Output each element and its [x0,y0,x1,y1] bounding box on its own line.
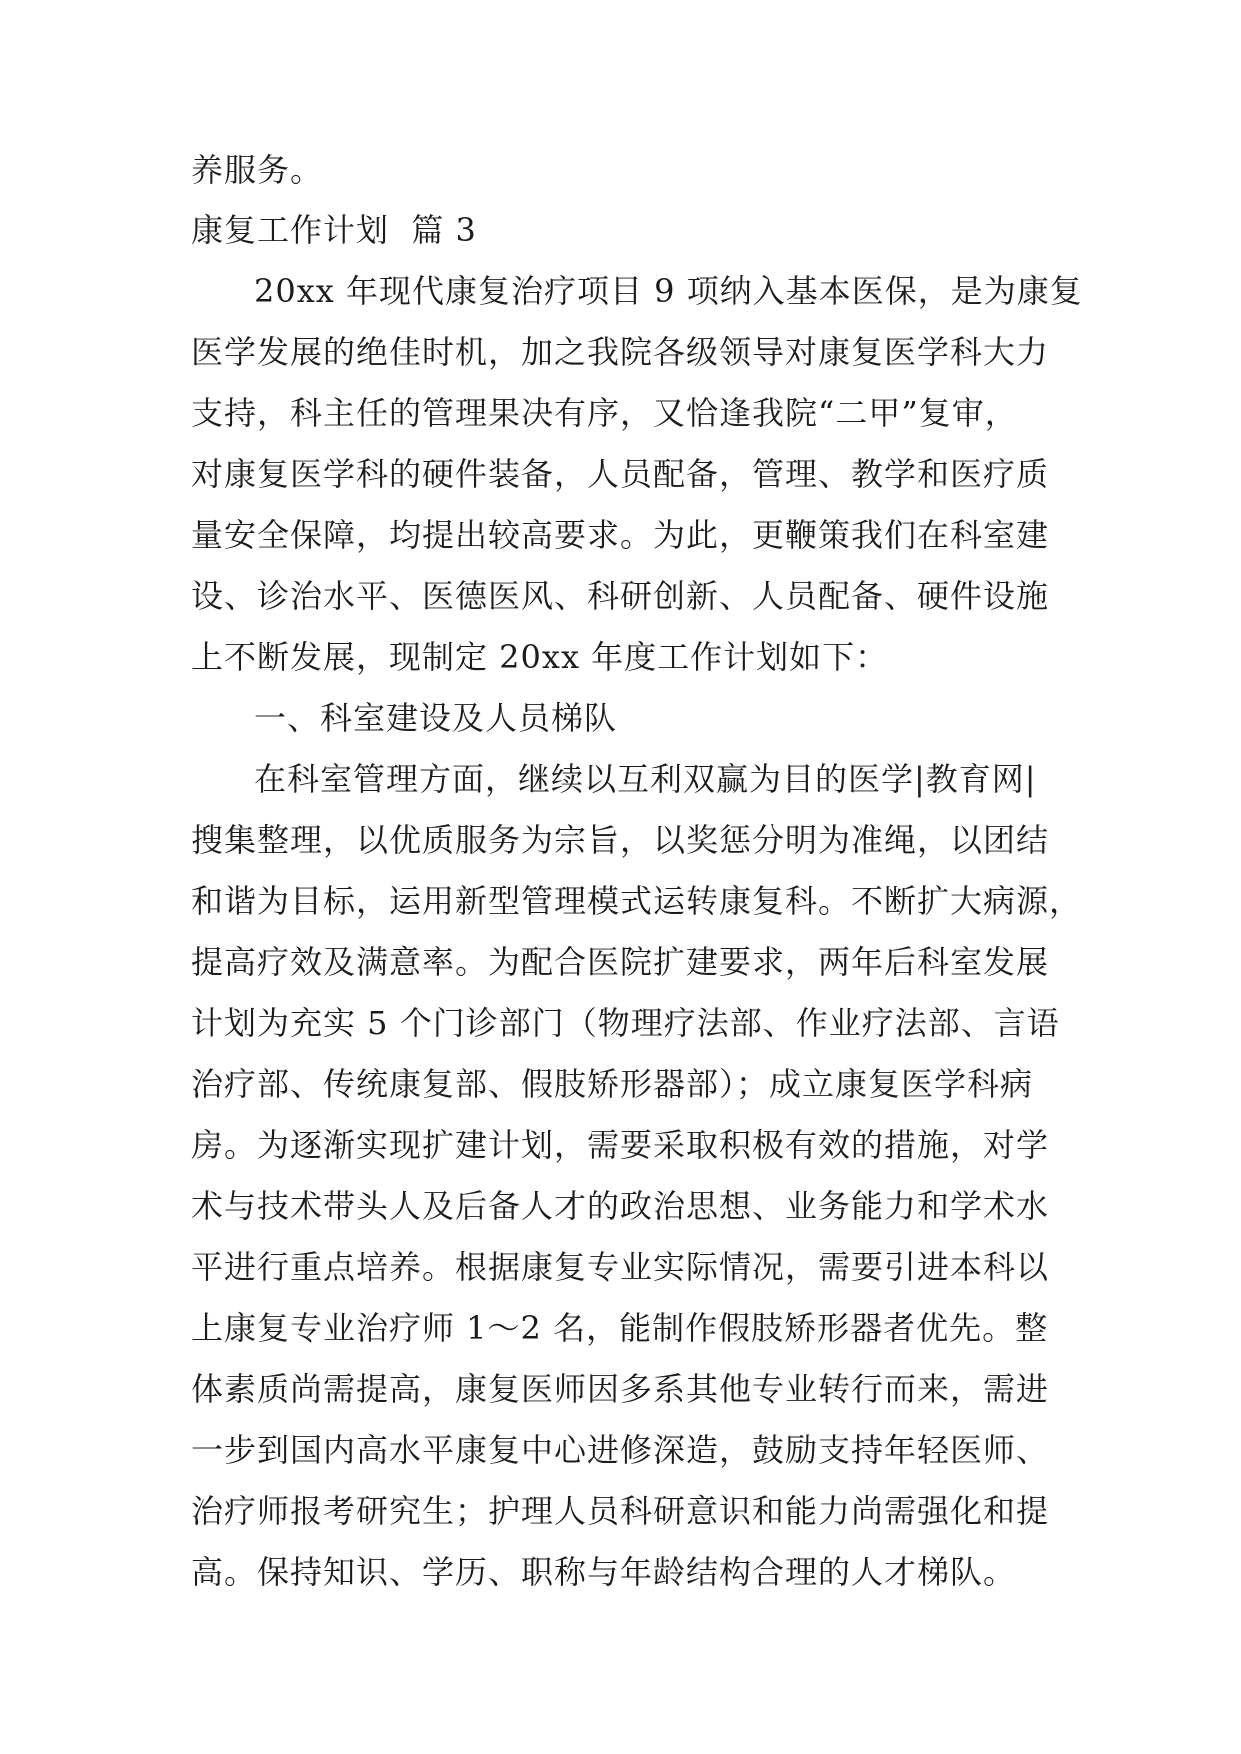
text-line: 计划为充实 5 个门诊部门（物理疗法部、作业疗法部、言语 [191,1004,1060,1042]
text-line: 上不断发展，现制定 20xx 年度工作计划如下： [191,638,889,676]
text-line: 一步到国内高水平康复中心进修深造，鼓励支持年轻医师、 [191,1431,1050,1469]
text-line: 上康复专业治疗师 1～2 名，能制作假肢矫形器者优先。整 [191,1309,1049,1347]
text-line: 养服务。 [191,151,324,189]
text-line: 平进行重点培养。根据康复专业实际情况，需要引进本科以 [191,1248,1050,1286]
subsection-heading: 一、科室建设及人员梯队 [254,699,618,737]
text-line: 术与技术带头人及后备人才的政治思想、业务能力和学术水 [191,1187,1050,1225]
text-line: 医学发展的绝佳时机，加之我院各级领导对康复医学科大力 [191,333,1050,371]
text-line: 高。保持知识、学历、职称与年龄结构合理的人才梯队。 [191,1553,1017,1591]
text-line: 和谐为目标，运用新型管理模式运转康复科。不断扩大病源， [191,882,1083,920]
text-line: 房。为逐渐实现扩建计划，需要采取积极有效的措施，对学 [191,1126,1050,1164]
text-line: 量安全保障，均提出较高要求。为此，更鞭策我们在科室建 [191,516,1050,554]
text-line: 提高疗效及满意率。为配合医院扩建要求，两年后科室发展 [191,943,1050,981]
text-line: 支持，科主任的管理果决有序，又恰逢我院“二甲”复审， [191,394,1018,432]
text-line: 体素质尚需提高，康复医师因多系其他专业转行而来，需进 [191,1370,1050,1408]
section-heading: 康复工作计划 篇 3 [191,211,477,249]
text-line: 在科室管理方面，继续以互利双赢为目的医学|教育网| [254,760,1037,798]
text-line: 设、诊治水平、医德医风、科研创新、人员配备、硬件设施 [191,577,1050,615]
text-line: 治疗师报考研究生；护理人员科研意识和能力尚需强化和提 [191,1492,1050,1530]
text-line: 搜集整理，以优质服务为宗旨，以奖惩分明为准绳，以团结 [191,821,1050,859]
text-line: 对康复医学科的硬件装备，人员配备，管理、教学和医疗质 [191,455,1050,493]
text-line: 治疗部、传统康复部、假肢矫形器部）；成立康复医学科病 [191,1065,1034,1103]
text-line: 20xx 年现代康复治疗项目 9 项纳入基本医保，是为康复 [254,272,1083,310]
